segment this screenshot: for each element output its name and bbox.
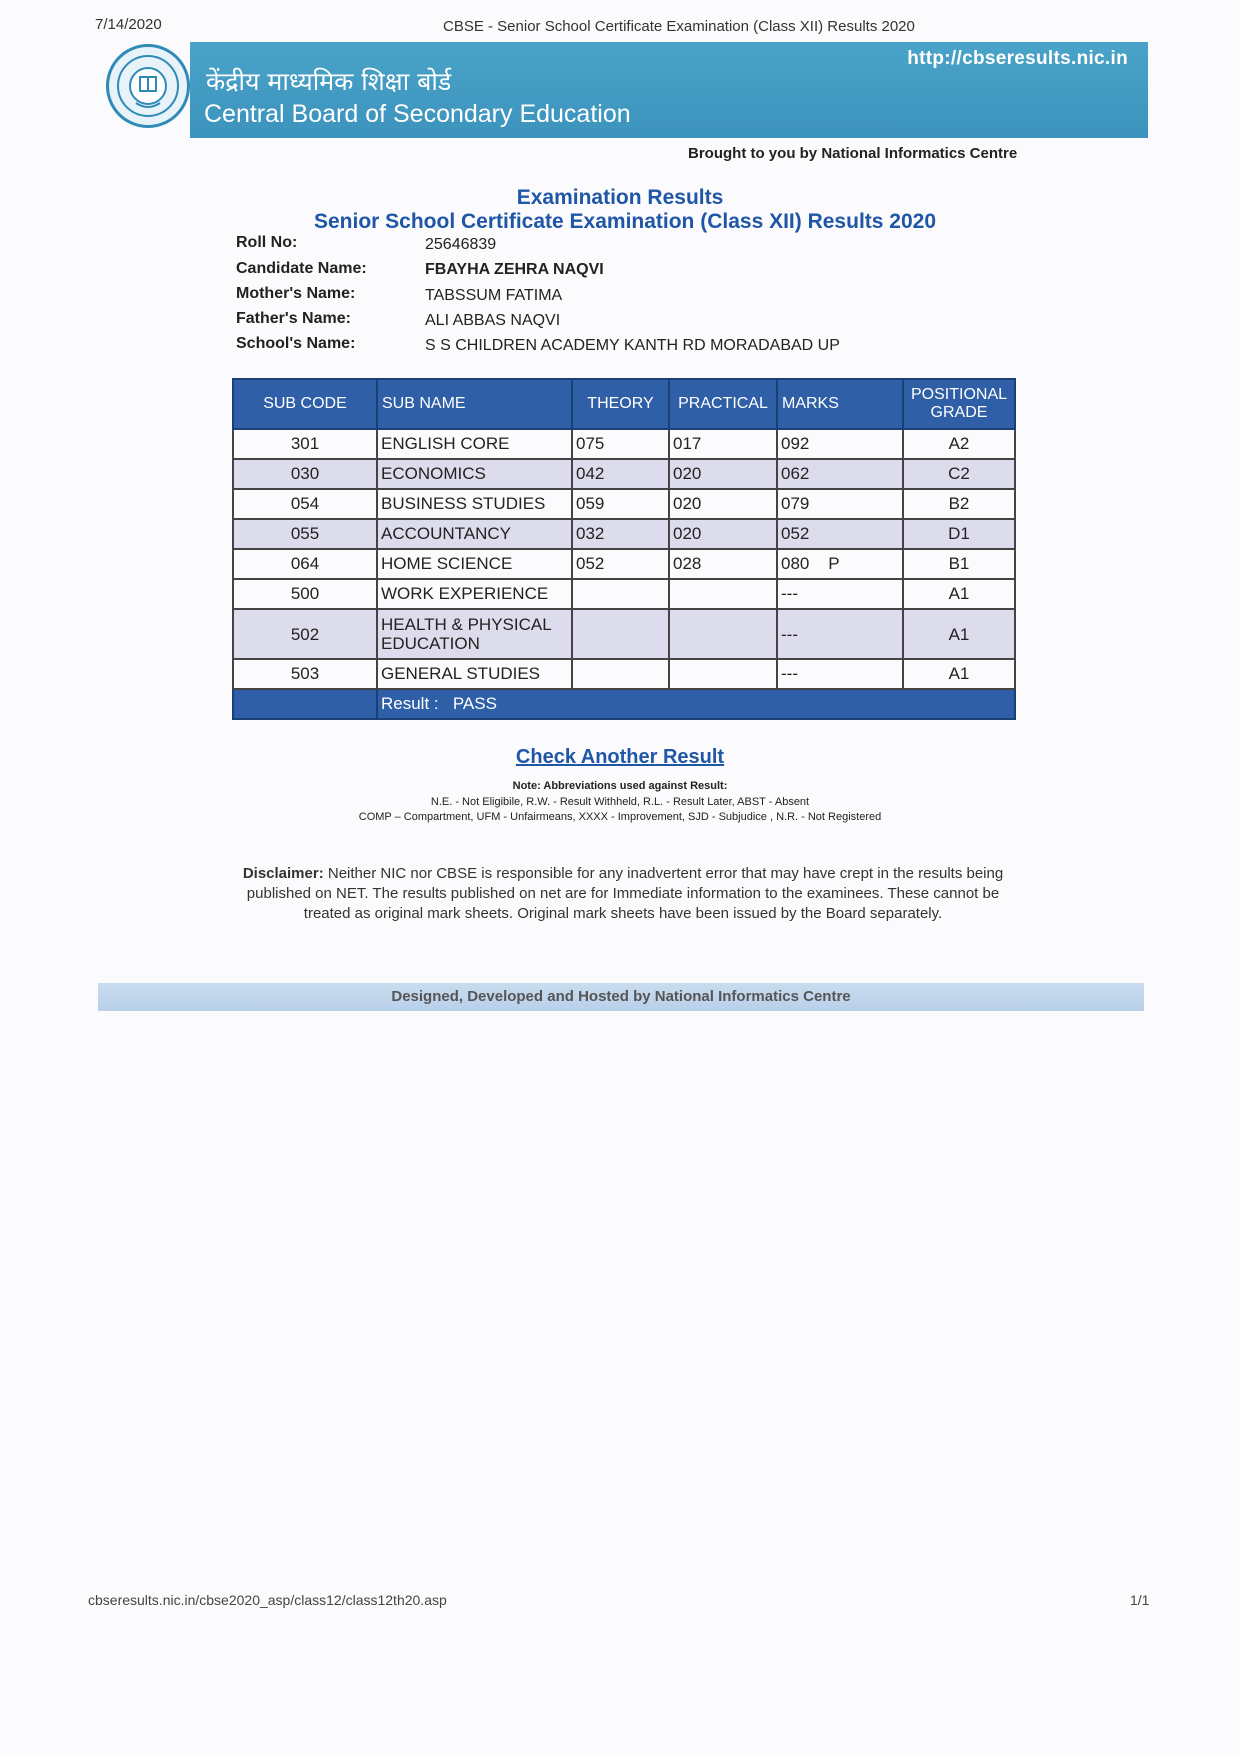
marks-cell: 092 [777, 429, 903, 459]
practical-cell [669, 579, 777, 609]
sub-code-cell: 030 [233, 459, 377, 489]
sub-name-cell: HEALTH & PHYSICAL EDUCATION [377, 609, 572, 659]
theory-cell: 042 [572, 459, 669, 489]
sub-name-cell: WORK EXPERIENCE [377, 579, 572, 609]
sub-name-cell: ACCOUNTANCY [377, 519, 572, 549]
school-name-label: School's Name: [236, 335, 356, 352]
sub-name-cell: BUSINESS STUDIES [377, 489, 572, 519]
marks-cell: --- [777, 659, 903, 689]
page-title: Examination Results [516, 186, 724, 209]
abbreviations-line-2: COMP – Compartment, UFM - Unfairmeans, XXXX - Improvement, SJD - Subjudice , N.R. - Not Registered [358, 811, 882, 823]
site-url-link[interactable]: http://cbseresults.nic.in [907, 48, 1128, 69]
sub-name-cell: GENERAL STUDIES [377, 659, 572, 689]
practical-cell: 020 [669, 519, 777, 549]
result-label: Result : [381, 694, 439, 713]
father-name-label: Father's Name: [236, 310, 351, 327]
result-row [233, 689, 1015, 719]
theory-cell: 059 [572, 489, 669, 519]
table-row [233, 459, 1015, 489]
theory-cell: 075 [572, 429, 669, 459]
header-banner [190, 42, 1148, 138]
disclaimer [232, 864, 1014, 924]
table-row [233, 429, 1015, 459]
candidate-name-value: FBAYHA ZEHRA NAQVI [425, 261, 604, 278]
sub-code-cell: 055 [233, 519, 377, 549]
table-row [233, 519, 1015, 549]
abbreviations-note-title: Note: Abbreviations used against Result: [512, 780, 728, 792]
candidate-name-label: Candidate Name: [236, 260, 367, 277]
print-page-title: CBSE - Senior School Certificate Examination (Class XII) Results 2020 [443, 18, 915, 35]
mother-name-value: TABSSUM FATIMA [425, 287, 563, 304]
practical-cell: 020 [669, 459, 777, 489]
practical-cell [669, 659, 777, 689]
marks-cell: 080 P [777, 549, 903, 579]
theory-cell [572, 609, 669, 659]
disclaimer-label: Disclaimer: [242, 865, 324, 882]
sub-name-cell: HOME SCIENCE [377, 549, 572, 579]
exam-subtitle: Senior School Certificate Examination (Class XII) Results 2020 [313, 210, 937, 233]
result-value: PASS [452, 694, 497, 713]
disclaimer-text: Neither NIC nor CBSE is responsible for any inadvertent error that may have crept in the results being published on NET. The results published on net are for Immediate information to the examinees. These cannot be treated as original mark sheets. Original mark sheets have been issued by the Board separately. [246, 865, 1004, 922]
header-sub-code: SUB CODE [233, 379, 377, 429]
practical-cell: 028 [669, 549, 777, 579]
check-another-result-link[interactable]: Check Another Result [515, 746, 725, 768]
print-date: 7/14/2020 [95, 16, 162, 33]
grade-cell: B2 [903, 489, 1015, 519]
page-source-url: cbseresults.nic.in/cbse2020_asp/class12/class12th20.asp [88, 1592, 447, 1608]
abbreviations-line-1: N.E. - Not Eligibile, R.W. - Result Withheld, R.L. - Result Later, ABST - Absent [430, 796, 810, 808]
marks-cell: --- [777, 579, 903, 609]
grade-cell: C2 [903, 459, 1015, 489]
sub-code-cell: 054 [233, 489, 377, 519]
theory-cell [572, 579, 669, 609]
grade-cell: A1 [903, 579, 1015, 609]
page-number: 1/1 [1130, 1592, 1150, 1608]
header-practical: PRACTICAL [669, 379, 777, 429]
board-name-hindi: केंद्रीय माध्यमिक शिक्षा बोर्ड [206, 67, 452, 96]
grade-cell: D1 [903, 519, 1015, 549]
board-name-english: Central Board of Secondary Education [204, 100, 631, 128]
result-spacer-cell [233, 689, 377, 719]
mother-name-label: Mother's Name: [236, 285, 356, 302]
grade-cell: B1 [903, 549, 1015, 579]
theory-cell: 052 [572, 549, 669, 579]
sub-name-cell: ENGLISH CORE [377, 429, 572, 459]
table-row [233, 659, 1015, 689]
cbse-logo-icon [106, 44, 190, 128]
header-sub-name: SUB NAME [377, 379, 572, 429]
roll-no-label: Roll No: [236, 234, 298, 251]
table-row [233, 609, 1015, 659]
sub-code-cell: 503 [233, 659, 377, 689]
grade-cell: A1 [903, 609, 1015, 659]
practical-cell: 020 [669, 489, 777, 519]
sub-code-cell: 064 [233, 549, 377, 579]
sub-code-cell: 502 [233, 609, 377, 659]
result-cell [377, 689, 1015, 719]
father-name-value: ALI ABBAS NAQVI [425, 312, 561, 329]
results-table [232, 378, 1016, 720]
practical-cell: 017 [669, 429, 777, 459]
table-header-row [233, 379, 1015, 429]
table-row [233, 489, 1015, 519]
theory-cell: 032 [572, 519, 669, 549]
sub-code-cell: 500 [233, 579, 377, 609]
sub-code-cell: 301 [233, 429, 377, 459]
practical-cell [669, 609, 777, 659]
nic-credit: Brought to you by National Informatics Centre [688, 145, 1018, 162]
marks-cell: 062 [777, 459, 903, 489]
header-marks: MARKS [777, 379, 903, 429]
marks-cell: 079 [777, 489, 903, 519]
header-theory: THEORY [572, 379, 669, 429]
marks-cell: --- [777, 609, 903, 659]
grade-cell: A1 [903, 659, 1015, 689]
footer-bar: Designed, Developed and Hosted by National Informatics Centre [98, 983, 1144, 1011]
school-name-value: S S CHILDREN ACADEMY KANTH RD MORADABAD UP [425, 337, 840, 354]
marks-cell: 052 [777, 519, 903, 549]
grade-cell: A2 [903, 429, 1015, 459]
theory-cell [572, 659, 669, 689]
sub-name-cell: ECONOMICS [377, 459, 572, 489]
table-row [233, 579, 1015, 609]
roll-no-value: 25646839 [425, 236, 497, 253]
table-row [233, 549, 1015, 579]
header-positional-grade: POSITIONAL GRADE [903, 379, 1015, 429]
